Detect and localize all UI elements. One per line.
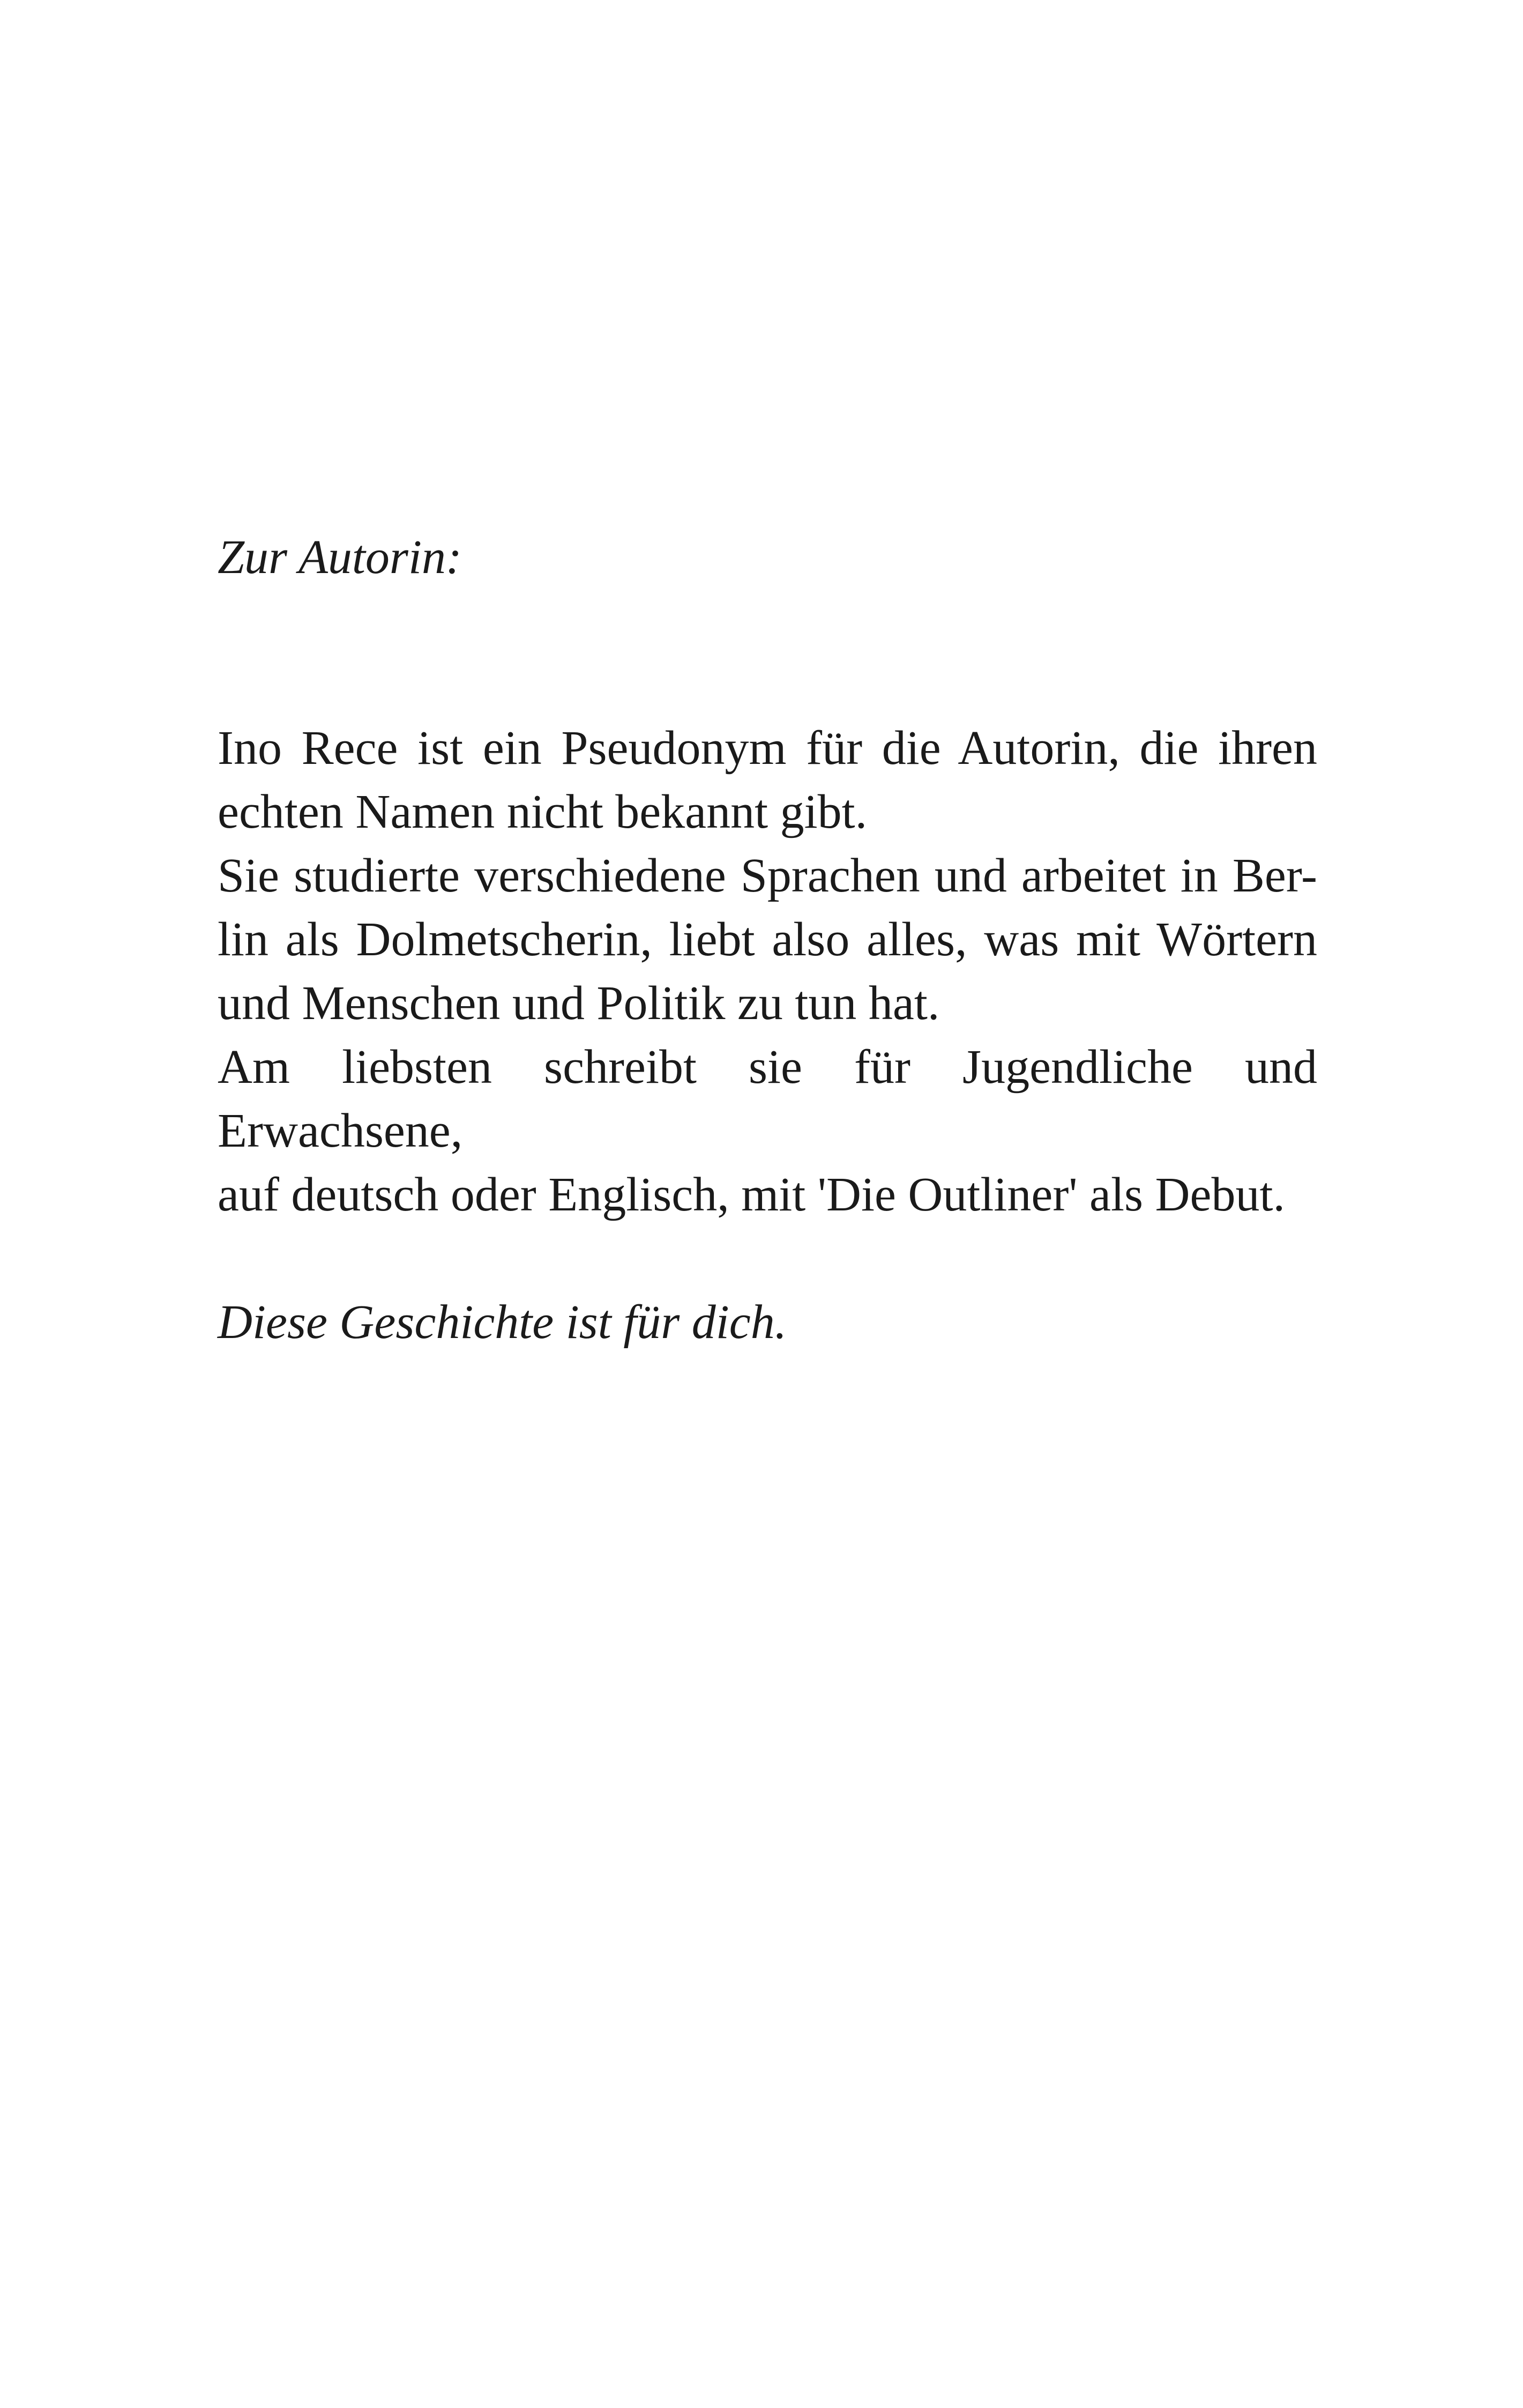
author-bio-paragraph [218,716,1317,1227]
section-heading: Zur Autorin: [218,531,462,584]
bio-line: und Menschen und Politik zu tun hat. [218,977,940,1030]
bio-line: Ino Rece ist ein Pseudonym für die Autorin, die ihren [218,722,1317,775]
bio-line: Am liebsten schreibt sie für Jugendliche und Erwachsene, [218,1041,1317,1157]
bio-line: auf deutsch oder Englisch, mit 'Die Outliner' als Debut. [218,1168,1285,1221]
bio-line: lin als Dolmetscherin, liebt also alles, was mit Wörtern [218,913,1317,966]
bio-line: echten Namen nicht bekannt gibt. [218,785,868,838]
bio-line: Sie studierte verschiedene Sprachen und arbeitet in Ber- [218,849,1317,902]
dedication: Diese Geschichte ist für dich. [218,1296,787,1349]
about-author-section [218,525,1317,1354]
